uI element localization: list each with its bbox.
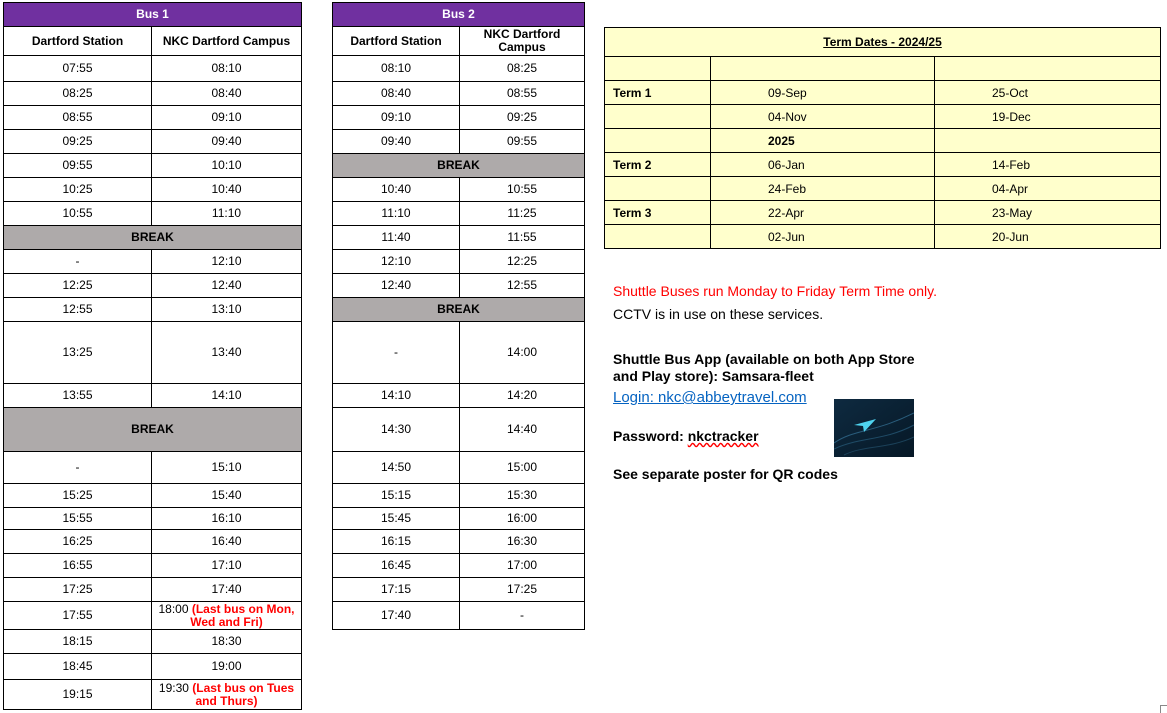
password-label: Password: bbox=[613, 428, 688, 444]
term-end-date: 04-Apr bbox=[935, 177, 1161, 201]
bus2-row bbox=[333, 530, 585, 554]
campus-time: 14:20 bbox=[460, 384, 585, 408]
campus-time: 11:55 bbox=[460, 226, 585, 250]
bus2-row bbox=[333, 508, 585, 530]
term-row bbox=[605, 225, 1161, 249]
term-start-date: 09-Sep bbox=[711, 81, 935, 105]
station-time: 12:40 bbox=[333, 274, 460, 298]
bus1-row bbox=[4, 578, 302, 602]
break-cell: BREAK bbox=[333, 298, 585, 322]
bus1-timetable bbox=[3, 2, 302, 710]
station-time: 08:25 bbox=[4, 82, 152, 106]
bus1-row bbox=[4, 226, 302, 250]
password-value: nkctracker bbox=[687, 428, 759, 444]
station-time: 10:40 bbox=[333, 178, 460, 202]
station-time: 16:55 bbox=[4, 554, 152, 578]
bus1-rows bbox=[4, 56, 302, 710]
station-time: 12:25 bbox=[4, 274, 152, 298]
bus1-row bbox=[4, 202, 302, 226]
station-time: 16:45 bbox=[333, 554, 460, 578]
term-start-date: 22-Apr bbox=[711, 201, 935, 225]
bus2-timetable bbox=[332, 2, 585, 630]
campus-time: 17:00 bbox=[460, 554, 585, 578]
bus1-row bbox=[4, 82, 302, 106]
bus2-row bbox=[333, 154, 585, 178]
campus-time-value: 18:00 bbox=[158, 601, 189, 616]
bus2-row bbox=[333, 298, 585, 322]
term-label: Term 2 bbox=[605, 153, 711, 177]
station-time: 14:50 bbox=[333, 452, 460, 484]
station-time: 17:55 bbox=[4, 602, 152, 630]
campus-time: 08:10 bbox=[152, 56, 302, 82]
bus1-row bbox=[4, 250, 302, 274]
station-time: 13:55 bbox=[4, 384, 152, 408]
station-time: - bbox=[4, 452, 152, 484]
station-time: - bbox=[333, 322, 460, 384]
bus1-row bbox=[4, 484, 302, 508]
bus1-row bbox=[4, 322, 302, 384]
bus1-row bbox=[4, 178, 302, 202]
campus-time: 12:10 bbox=[152, 250, 302, 274]
term-start-date: 02-Jun bbox=[711, 225, 935, 249]
bus2-title: Bus 2 bbox=[333, 3, 585, 27]
bus2-row bbox=[333, 322, 585, 384]
app-info-line1: Shuttle Bus App (available on both App Store bbox=[613, 351, 915, 367]
bus2-row bbox=[333, 226, 585, 250]
bus1-row bbox=[4, 452, 302, 484]
last-bus-note: (Last bus on Mon, Wed and Fri) bbox=[190, 601, 295, 629]
campus-time: 11:10 bbox=[152, 202, 302, 226]
term-label bbox=[605, 177, 711, 201]
bus1-row bbox=[4, 298, 302, 322]
bus1-row bbox=[4, 554, 302, 578]
campus-time: 11:25 bbox=[460, 202, 585, 226]
shuttle-note: Shuttle Buses run Monday to Friday Term Time only. bbox=[613, 283, 937, 299]
campus-time: 09:40 bbox=[152, 130, 302, 154]
campus-time: - bbox=[460, 602, 585, 630]
bus1-row bbox=[4, 530, 302, 554]
poster-note: See separate poster for QR codes bbox=[613, 466, 838, 482]
term-row bbox=[605, 129, 1161, 153]
station-time: 15:55 bbox=[4, 508, 152, 530]
app-info bbox=[613, 351, 915, 385]
station-time: 07:55 bbox=[4, 56, 152, 82]
bus2-row bbox=[333, 56, 585, 82]
bus2-row bbox=[333, 384, 585, 408]
station-time: 08:40 bbox=[333, 82, 460, 106]
station-time: 12:55 bbox=[4, 298, 152, 322]
bus2-row bbox=[333, 408, 585, 452]
bus2-header-campus: NKC Dartford Campus bbox=[460, 27, 585, 56]
bus1-row bbox=[4, 602, 302, 630]
term-end-date: 20-Jun bbox=[935, 225, 1161, 249]
campus-time bbox=[152, 680, 302, 710]
bus1-row bbox=[4, 56, 302, 82]
bus1-row bbox=[4, 154, 302, 178]
term-row bbox=[605, 201, 1161, 225]
station-time: 09:55 bbox=[4, 154, 152, 178]
term-start-date: 06-Jan bbox=[711, 153, 935, 177]
bus2-row bbox=[333, 130, 585, 154]
station-time: 08:10 bbox=[333, 56, 460, 82]
term-label bbox=[605, 129, 711, 153]
term-start-date bbox=[711, 57, 935, 81]
bus2-row bbox=[333, 82, 585, 106]
bus2-row bbox=[333, 484, 585, 508]
bus2-row bbox=[333, 178, 585, 202]
term-label: Term 3 bbox=[605, 201, 711, 225]
campus-time: 08:40 bbox=[152, 82, 302, 106]
campus-time: 17:10 bbox=[152, 554, 302, 578]
term-end-date bbox=[935, 57, 1161, 81]
station-time: 15:15 bbox=[333, 484, 460, 508]
campus-time: 09:25 bbox=[460, 106, 585, 130]
term-end-date: 25-Oct bbox=[935, 81, 1161, 105]
campus-time: 15:30 bbox=[460, 484, 585, 508]
station-time: - bbox=[4, 250, 152, 274]
station-time: 10:25 bbox=[4, 178, 152, 202]
campus-time: 12:25 bbox=[460, 250, 585, 274]
term-label bbox=[605, 225, 711, 249]
campus-time: 09:55 bbox=[460, 130, 585, 154]
campus-time: 12:55 bbox=[460, 274, 585, 298]
station-time: 13:25 bbox=[4, 322, 152, 384]
campus-time: 15:10 bbox=[152, 452, 302, 484]
station-time: 08:55 bbox=[4, 106, 152, 130]
password-line bbox=[613, 428, 759, 444]
term-label bbox=[605, 57, 711, 81]
bus1-row bbox=[4, 274, 302, 298]
campus-time: 14:00 bbox=[460, 322, 585, 384]
station-time: 15:45 bbox=[333, 508, 460, 530]
term-end-date: 23-May bbox=[935, 201, 1161, 225]
station-time: 11:10 bbox=[333, 202, 460, 226]
bus2-row bbox=[333, 554, 585, 578]
break-cell: BREAK bbox=[4, 408, 302, 452]
bus1-row bbox=[4, 130, 302, 154]
bus2-rows bbox=[333, 56, 585, 630]
campus-time-value: 19:30 bbox=[158, 680, 189, 695]
bus2-row bbox=[333, 106, 585, 130]
term-dates-title: Term Dates - 2024/25 bbox=[605, 28, 1161, 57]
bus1-row bbox=[4, 508, 302, 530]
campus-time: 14:40 bbox=[460, 408, 585, 452]
bus2-header-station: Dartford Station bbox=[333, 27, 460, 56]
term-row bbox=[605, 105, 1161, 129]
station-time: 15:25 bbox=[4, 484, 152, 508]
bus1-row bbox=[4, 630, 302, 654]
campus-time: 14:10 bbox=[152, 384, 302, 408]
station-time: 18:15 bbox=[4, 630, 152, 654]
campus-time: 19:00 bbox=[152, 654, 302, 680]
term-start-date: 04-Nov bbox=[711, 105, 935, 129]
term-row bbox=[605, 177, 1161, 201]
term-row bbox=[605, 81, 1161, 105]
station-time: 09:25 bbox=[4, 130, 152, 154]
bus2-row bbox=[333, 274, 585, 298]
term-end-date: 14-Feb bbox=[935, 153, 1161, 177]
station-time: 19:15 bbox=[4, 680, 152, 710]
bus2-row bbox=[333, 578, 585, 602]
term-row bbox=[605, 153, 1161, 177]
term-row bbox=[605, 57, 1161, 81]
station-time: 18:45 bbox=[4, 654, 152, 680]
campus-time: 09:10 bbox=[152, 106, 302, 130]
campus-time: 13:10 bbox=[152, 298, 302, 322]
app-info-line2: and Play store): Samsara-fleet bbox=[613, 368, 814, 384]
bus1-row bbox=[4, 106, 302, 130]
station-time: 14:30 bbox=[333, 408, 460, 452]
station-time: 11:40 bbox=[333, 226, 460, 250]
campus-time: 10:55 bbox=[460, 178, 585, 202]
bus2-row bbox=[333, 452, 585, 484]
term-start-date: 2025 bbox=[711, 129, 935, 153]
term-dates-table bbox=[604, 27, 1161, 249]
term-end-date: 19-Dec bbox=[935, 105, 1161, 129]
campus-time: 18:30 bbox=[152, 630, 302, 654]
app-logo-icon bbox=[834, 399, 914, 457]
campus-time: 16:30 bbox=[460, 530, 585, 554]
bus1-header-campus: NKC Dartford Campus bbox=[152, 27, 302, 56]
station-time: 17:15 bbox=[333, 578, 460, 602]
campus-time: 15:40 bbox=[152, 484, 302, 508]
campus-time bbox=[152, 602, 302, 630]
campus-time: 16:40 bbox=[152, 530, 302, 554]
station-time: 10:55 bbox=[4, 202, 152, 226]
station-time: 14:10 bbox=[333, 384, 460, 408]
station-time: 17:40 bbox=[333, 602, 460, 630]
term-label bbox=[605, 105, 711, 129]
campus-time: 10:40 bbox=[152, 178, 302, 202]
station-time: 09:40 bbox=[333, 130, 460, 154]
term-end-date bbox=[935, 129, 1161, 153]
campus-time: 13:40 bbox=[152, 322, 302, 384]
station-time: 16:25 bbox=[4, 530, 152, 554]
campus-time: 08:25 bbox=[460, 56, 585, 82]
bus1-row bbox=[4, 654, 302, 680]
campus-time: 16:00 bbox=[460, 508, 585, 530]
station-time: 09:10 bbox=[333, 106, 460, 130]
break-cell: BREAK bbox=[4, 226, 302, 250]
campus-time: 17:25 bbox=[460, 578, 585, 602]
cctv-note: CCTV is in use on these services. bbox=[613, 306, 824, 322]
last-bus-note: (Last bus on Tues and Thurs) bbox=[192, 680, 295, 708]
station-time: 17:25 bbox=[4, 578, 152, 602]
campus-time: 17:40 bbox=[152, 578, 302, 602]
bus2-row bbox=[333, 250, 585, 274]
station-time: 16:15 bbox=[333, 530, 460, 554]
term-start-date: 24-Feb bbox=[711, 177, 935, 201]
bus1-row bbox=[4, 408, 302, 452]
campus-time: 10:10 bbox=[152, 154, 302, 178]
station-time: 12:10 bbox=[333, 250, 460, 274]
bus1-row bbox=[4, 680, 302, 710]
bus2-row bbox=[333, 602, 585, 630]
bus1-title: Bus 1 bbox=[4, 3, 302, 27]
login-link[interactable]: Login: nkc@abbeytravel.com bbox=[613, 389, 807, 406]
campus-time: 16:10 bbox=[152, 508, 302, 530]
campus-time: 12:40 bbox=[152, 274, 302, 298]
bus1-header-station: Dartford Station bbox=[4, 27, 152, 56]
term-label: Term 1 bbox=[605, 81, 711, 105]
break-cell: BREAK bbox=[333, 154, 585, 178]
bus1-row bbox=[4, 384, 302, 408]
campus-time: 08:55 bbox=[460, 82, 585, 106]
campus-time: 15:00 bbox=[460, 452, 585, 484]
bus2-row bbox=[333, 202, 585, 226]
